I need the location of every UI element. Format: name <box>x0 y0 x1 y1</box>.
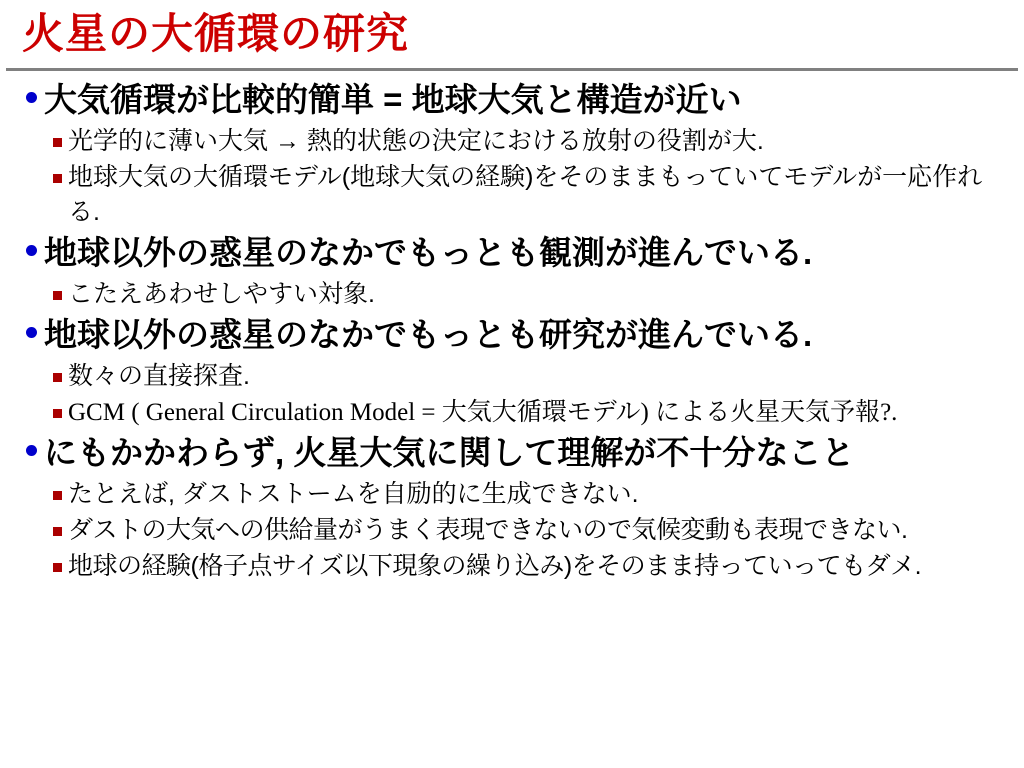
list-item <box>18 395 1010 430</box>
bullet-square-icon <box>46 277 68 300</box>
bullet-square-icon <box>46 477 68 500</box>
list-item-label: たとえば, ダストストームを自励的に生成できない. <box>68 480 639 508</box>
bullet-square-icon <box>46 513 68 536</box>
list-item-label: 地球以外の惑星のなかでもっとも研究が進んでいる. <box>44 316 813 353</box>
slide-title-bar <box>0 0 1024 70</box>
bullet-square-icon <box>46 549 68 572</box>
bullet-square-icon <box>46 124 68 147</box>
list-item-label: 地球以外の惑星のなかでもっとも観測が進んでいる. <box>44 234 813 271</box>
list-item-label: にもかかわらず, 火星大気に関して理解が不十分なこと <box>44 434 855 471</box>
list-item-label: 数々の直接探査. <box>68 362 250 390</box>
list-item <box>18 431 1010 475</box>
list-item-label: 大気循環が比較的簡単 = 地球大気と構造が近い <box>44 81 742 118</box>
list-item-label: 地球大気の大循環モデル(地球大気の経験)をそのままもっていてモデルが一応作れる. <box>68 163 983 226</box>
list-item <box>18 313 1010 357</box>
list-item-label: 地球の経験(格子点サイズ以下現象の繰り込み)をそのまま持っていってもダメ. <box>68 552 922 580</box>
list-item-label: ダストの大気への供給量がうまく表現できないので気候変動も表現できない. <box>68 516 908 544</box>
list-item-label: こたえあわせしやすい対象. <box>68 280 375 308</box>
list-item <box>18 277 1010 312</box>
bullet-square-icon <box>46 395 68 418</box>
bullet-dot-icon <box>18 313 44 338</box>
list-item <box>18 549 1010 584</box>
list-item <box>18 124 1010 159</box>
list-item-label: 光学的に薄い大気 → 熱的状態の決定における放射の役割が大. <box>68 127 764 155</box>
list-item <box>18 477 1010 512</box>
list-item <box>18 359 1010 394</box>
list-item <box>18 231 1010 275</box>
bullet-square-icon <box>46 160 68 183</box>
list-item <box>18 513 1010 548</box>
slide-body <box>0 70 1024 584</box>
bullet-dot-icon <box>18 78 44 103</box>
page-title: 火星の大循環の研究 <box>22 10 410 57</box>
bullet-dot-icon <box>18 431 44 456</box>
list-item <box>18 160 1010 230</box>
title-divider <box>6 68 1018 71</box>
bullet-dot-icon <box>18 231 44 256</box>
list-item-label: GCM ( General Circulation Model = 大気大循環モデル) による火星天気予報?. <box>68 399 898 426</box>
list-item <box>18 78 1010 122</box>
bullet-square-icon <box>46 359 68 382</box>
